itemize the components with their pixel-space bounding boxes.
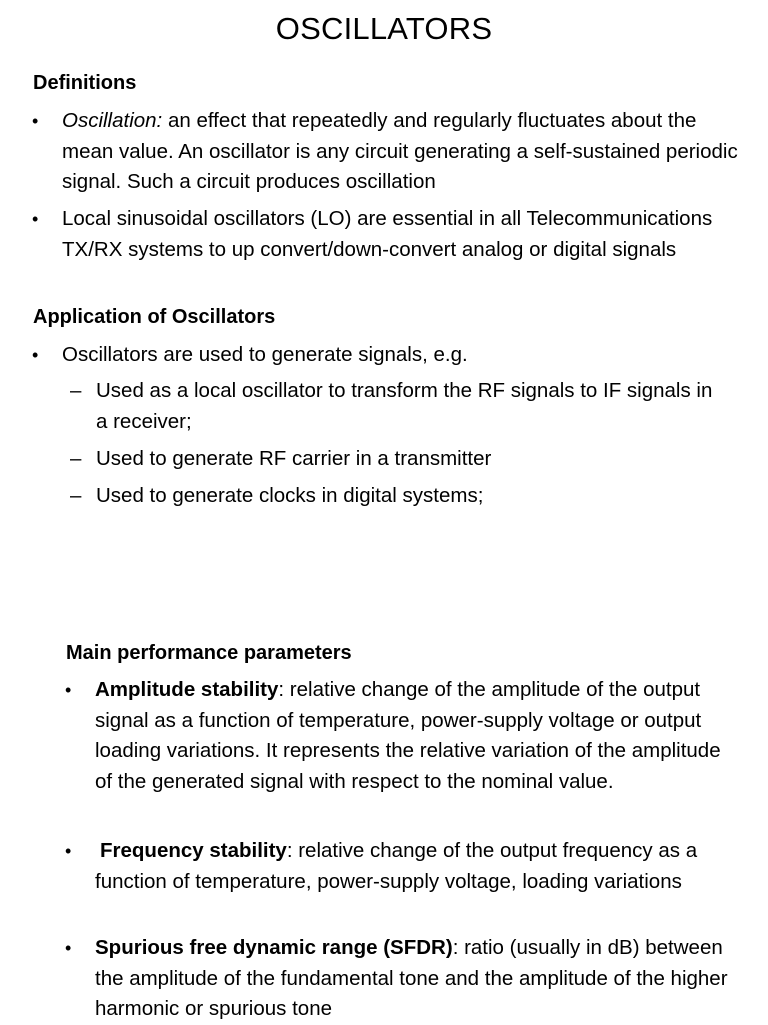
bullet-icon: • xyxy=(65,680,72,700)
bullet-icon: • xyxy=(32,111,39,131)
parameter-text: : ratio (usually in dB) between the amplitude of the fundamental tone and the amplitude of the higher harmonic or spurious tone xyxy=(95,936,728,1020)
parameter-text: : relative change of the amplitude of the output signal as a function of temperature, power-supply voltage or output loading variations. It represents the relative variation of the amplitude of the generated signal with respect to the nominal value. xyxy=(95,678,721,793)
definition-local-oscillators xyxy=(32,204,742,265)
application-sub-text: Used to generate clocks in digital systems; xyxy=(96,484,484,507)
definition-oscillation xyxy=(32,106,742,198)
parameter-sfdr xyxy=(65,933,735,1025)
parameter-term: Frequency stability xyxy=(100,839,287,862)
application-sub-item-local-oscillator xyxy=(70,376,716,437)
parameter-frequency-stability xyxy=(65,836,743,897)
bullet-icon: • xyxy=(32,345,39,365)
application-sub-text: Used as a local oscillator to transform the RF signals to IF signals in a receiver; xyxy=(96,379,713,433)
applications-heading: Application of Oscillators xyxy=(33,306,276,328)
page-title: OSCILLATORS xyxy=(275,11,493,46)
application-sub-item-clocks xyxy=(70,481,736,512)
definitions-heading: Definitions xyxy=(33,72,137,94)
definition-text: Local sinusoidal oscillators (LO) are essential in all Telecommunications TX/RX systems to up convert/down-convert analog or digital signals xyxy=(62,207,713,261)
application-sub-item-rf-carrier xyxy=(70,444,736,475)
dash-icon: – xyxy=(70,447,82,470)
parameter-text: : relative change of the output frequency as a function of temperature, power-supply voltage, loading variations xyxy=(95,839,698,893)
parameter-term: Spurious free dynamic range (SFDR) xyxy=(95,936,453,959)
definition-term: Oscillation: xyxy=(62,109,163,132)
dash-icon: – xyxy=(70,484,82,507)
definition-text: an effect that repeatedly and regularly fluctuates about the mean value. An oscillator is any circuit generating a self-sustained periodic signal. Such a circuit produces oscillation xyxy=(62,109,738,193)
bullet-icon: • xyxy=(32,209,39,229)
dash-icon: – xyxy=(70,379,82,402)
parameter-term: Amplitude stability xyxy=(95,678,279,701)
bullet-icon: • xyxy=(65,938,72,958)
parameters-heading: Main performance parameters xyxy=(66,642,352,664)
parameter-amplitude-stability xyxy=(65,675,743,797)
applications-intro xyxy=(32,340,742,371)
bullet-icon: • xyxy=(65,841,72,861)
application-sub-text: Used to generate RF carrier in a transmitter xyxy=(96,447,492,470)
applications-intro-text: Oscillators are used to generate signals, e.g. xyxy=(62,343,468,366)
